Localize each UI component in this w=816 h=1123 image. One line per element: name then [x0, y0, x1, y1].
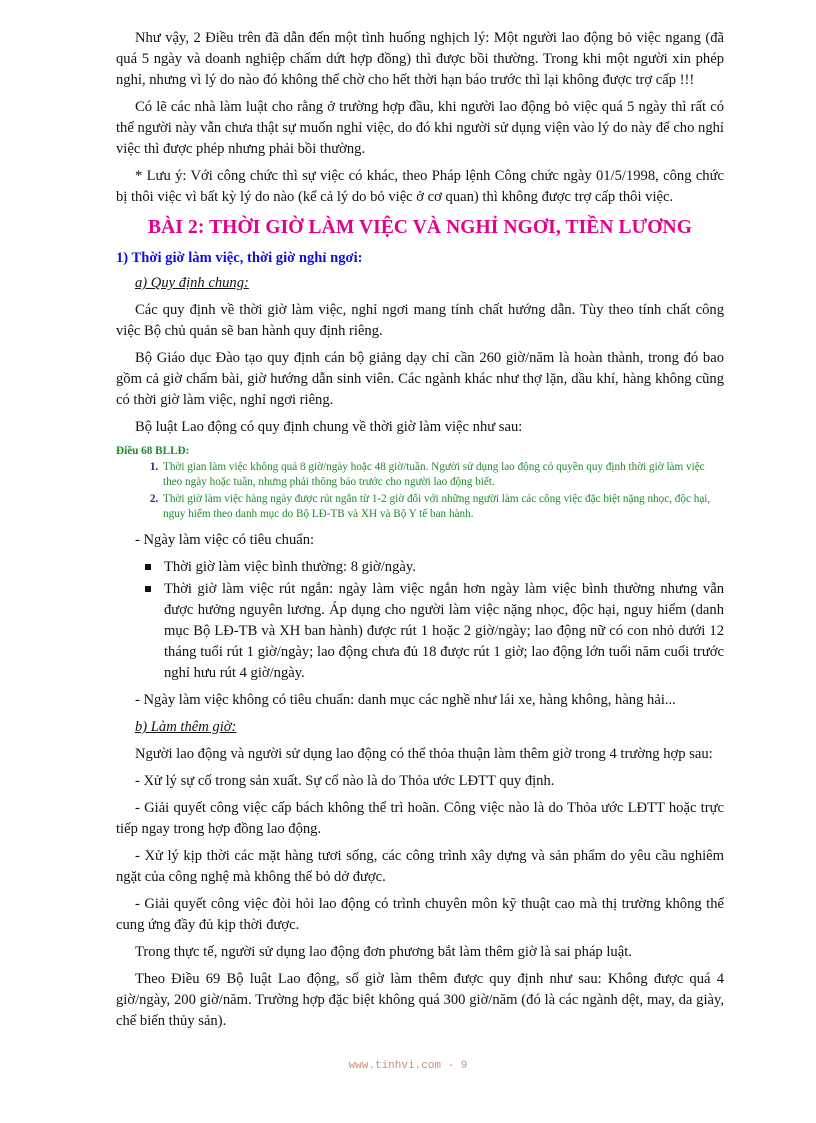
page-footer: www.tinhvi.com - 9 — [348, 1060, 468, 1072]
standard-day-list — [116, 557, 724, 684]
paragraph: Trong thực tế, người sử dụng lao động đơn phương bắt làm thêm giờ là sai pháp luật. — [135, 944, 632, 960]
square-bullet-icon — [145, 564, 151, 570]
section-1-title: 1) Thời giờ làm việc, thời giờ nghỉ ngơi: — [116, 250, 363, 266]
paragraph: Người lao động và người sử dụng lao động có thể thỏa thuận làm thêm giờ trong 4 trường hợp sau: — [135, 746, 713, 762]
subsection-b-title: b) Làm thêm giờ: — [135, 719, 237, 735]
intro-paragraph-2: Có lẽ các nhà làm luật cho rằng ở trường hợp đầu, khi người lao động bỏ việc quá 5 ngày thì rất có thể người này vẫn chưa thật sự muốn nghỉ việc, do đó khi người sử dụng viện vào lý do này để cho nghỉ việc thì được phép nhưng phải bồi thường. — [116, 99, 724, 157]
intro-paragraph-3: * Lưu ý: Với công chức thì sự việc có khác, theo Pháp lệnh Công chức ngày 01/5/1998, công chức bị thôi việc vì bất kỳ lý do nào (kể cả lý do bỏ việc ở cơ quan) thì không được trợ cấp thôi việc. — [116, 168, 724, 205]
law-article-item: 1. Thời gian làm việc không quá 8 giờ/ngày hoặc 48 giờ/tuần. Người sử dụng lao động có quyền quy định thời giờ làm việc theo ngày hoặc tuần, nhưng phải thông báo trước cho người lao động biết. — [161, 460, 724, 490]
lesson-title: BÀI 2: THỜI GIỜ LÀM VIỆC VÀ NGHỈ NGƠI, TIỀN LƯƠNG — [148, 217, 692, 238]
paragraph: - Xử lý sự cố trong sản xuất. Sự cố nào là do Thỏa ước LĐTT quy định. — [135, 773, 555, 789]
law-article-items — [116, 460, 724, 522]
law-article-item: 2. Thời giờ làm việc hàng ngày được rút ngắn từ 1-2 giờ đối với những người làm các công việc đặc biệt nặng nhọc, độc hại, nguy hiểm theo danh mục do Bộ LĐ-TB và XH và Bộ Y tế ban hành. — [161, 492, 724, 522]
paragraph: Bộ luật Lao động có quy định chung về thời giờ làm việc như sau: — [135, 419, 523, 435]
paragraph: - Giải quyết công việc cấp bách không thể trì hoãn. Công việc nào là do Thỏa ước LĐTT hoặc trực tiếp ngay trong hợp đồng lao động. — [116, 800, 724, 837]
intro-paragraph-1: Như vậy, 2 Điều trên đã dẫn đến một tình huống nghịch lý: Một người lao động bỏ việc ngang (đã quá 5 ngày và doanh nghiệp chấm dứt hợp đồng) thì được bồi thường. Trong khi một người xin phép nghỉ, nhưng vì lý do nào đó không thể chờ cho hết thời hạn báo trước thì lại không được trợ cấp !!! — [116, 30, 724, 88]
list-item-text: Thời giờ làm việc bình thường: 8 giờ/ngày. — [164, 559, 416, 575]
paragraph: - Xử lý kịp thời các mặt hàng tươi sống, các công trình xây dựng và sản phẩm do yêu cầu nghiêm ngặt của công nghệ mà không thể bỏ dở được. — [116, 848, 724, 885]
subsection-a-title: a) Quy định chung: — [135, 275, 249, 291]
paragraph: Các quy định về thời giờ làm việc, nghỉ ngơi mang tính chất hướng dẫn. Tùy theo tính chất công việc Bộ chủ quản sẽ ban hành quy định riêng. — [116, 302, 724, 339]
paragraph: Bộ Giáo dục Đào tạo quy định cán bộ giảng dạy chỉ cần 260 giờ/năm là hoàn thành, trong đó bao gồm cả giờ chấm bài, giờ hướng dẫn sinh viên. Các ngành khác như thợ lặn, dầu khí, hàng không cũng có thời giờ làm việc, nghỉ ngơi riêng. — [116, 350, 724, 408]
law-article-title: Điều 68 BLLĐ: — [116, 445, 190, 457]
paragraph: Theo Điều 69 Bộ luật Lao động, số giờ làm thêm được quy định như sau: Không được quá 4 giờ/ngày, 200 giờ/năm. Trường hợp đặc biệt không quá 300 giờ/năm (đó là các ngành dệt, may, da giày, chế biến thủy sản). — [116, 971, 724, 1029]
list-item — [164, 579, 724, 684]
square-bullet-icon — [145, 586, 151, 592]
standard-day-intro: - Ngày làm việc có tiêu chuẩn: — [135, 532, 315, 548]
law-article-68 — [116, 444, 724, 522]
nonstandard-day: - Ngày làm việc không có tiêu chuẩn: danh mục các nghề như lái xe, hàng không, hàng hải... — [135, 692, 676, 708]
list-item-text: Thời giờ làm việc rút ngắn: ngày làm việc ngắn hơn ngày làm việc bình thường nhưng vẫn được hưởng nguyên lương. Áp dụng cho người làm việc nặng nhọc, độc hại, nguy hiểm (danh mục Bộ LĐ-TB và XH ban hành) được rút 1 hoặc 2 giờ/ngày; lao động nữ có con nhỏ dưới 12 tháng tuổi rút 1 giờ/ngày; lao động chưa đủ 18 được rút 1 giờ; lao động lớn tuổi năm cuối trước nghỉ hưu rút 4 giờ/ngày. — [164, 581, 724, 681]
paragraph: - Giải quyết công việc đòi hỏi lao động có trình chuyên môn kỹ thuật cao mà thị trường không thể cung ứng đầy đủ kịp thời được. — [116, 896, 724, 933]
list-item — [164, 557, 724, 578]
